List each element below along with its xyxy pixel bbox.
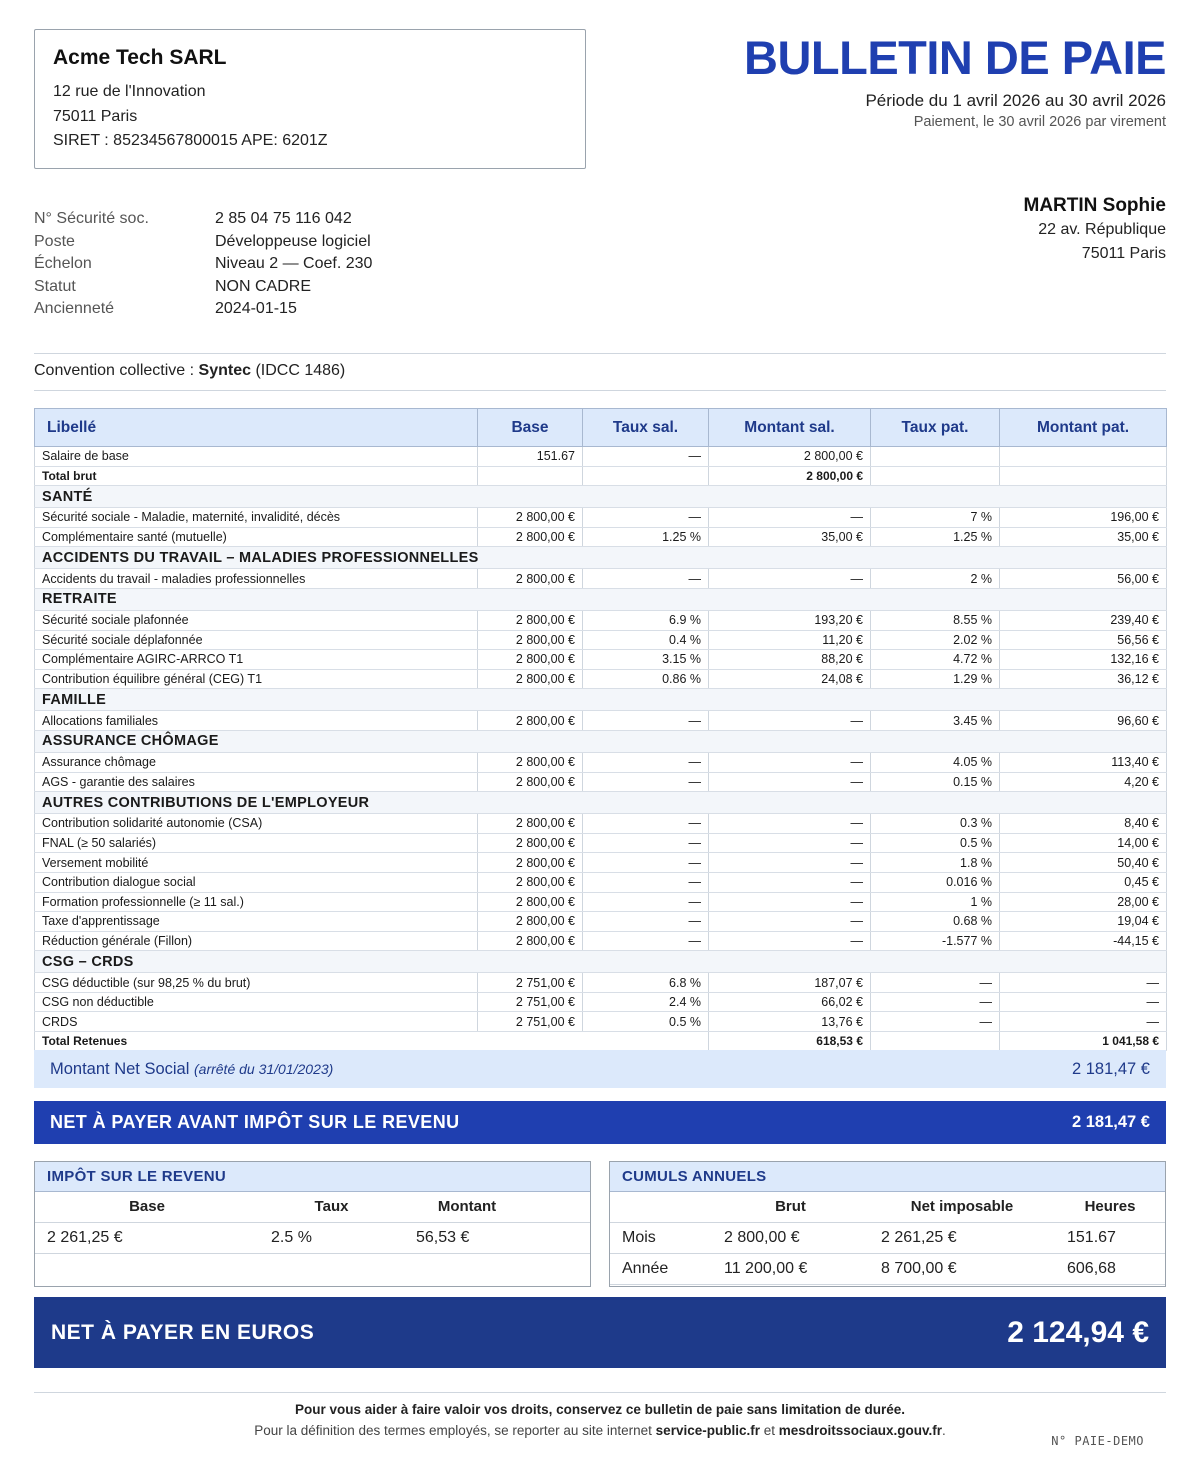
- info-value: Niveau 2 — Coef. 230: [215, 255, 373, 273]
- employee-rate: —: [583, 447, 709, 467]
- line-label: Assurance chômage: [35, 752, 478, 772]
- employee-rate: —: [583, 872, 709, 892]
- employee-name: MARTIN Sophie: [1023, 195, 1166, 216]
- cumul-net-imposable: 2 261,25 €: [869, 1222, 1055, 1253]
- employer-amount: 8,40 €: [1000, 814, 1167, 834]
- line-label: CSG déductible (sur 98,25 % du brut): [35, 973, 478, 993]
- column-header: Brut: [712, 1192, 869, 1222]
- income-tax-rate: 2.5 %: [259, 1222, 404, 1253]
- employee-amount: 88,20 €: [709, 650, 871, 670]
- employer-rate: 1.8 %: [871, 853, 1000, 873]
- section-header-row: [35, 486, 1167, 508]
- line-label: CSG non déductible: [35, 992, 478, 1012]
- info-label: Poste: [34, 232, 75, 250]
- document-title: BULLETIN DE PAIE: [744, 31, 1166, 84]
- employer-amount: 35,00 €: [1000, 527, 1167, 547]
- footer-notice: Pour vous aider à faire valoir vos droits, conservez ce bulletin de paie sans limitation de durée.: [295, 1402, 905, 1417]
- line-base: 2 751,00 €: [478, 992, 583, 1012]
- employer-rate: 7 %: [871, 508, 1000, 528]
- column-header: Libellé: [35, 409, 478, 447]
- collective-agreement: [34, 362, 345, 380]
- employee-rate: 1.25 %: [583, 527, 709, 547]
- section-header-row: [35, 588, 1167, 610]
- employer-rate: 0.15 %: [871, 772, 1000, 792]
- employee-address-line1: 22 av. République: [1038, 221, 1166, 238]
- company-siret: SIRET : 85234567800015 APE: 6201Z: [53, 132, 328, 149]
- convention-name: Syntec: [198, 362, 251, 379]
- employer-amount: [1000, 447, 1167, 467]
- total-deductions-employee: 618,53 €: [709, 1032, 871, 1051]
- info-label: N° Sécurité soc.: [34, 210, 149, 228]
- line-base: 2 800,00 €: [478, 610, 583, 630]
- table-row: [35, 772, 1167, 792]
- employee-amount: 24,08 €: [709, 669, 871, 689]
- employee-rate: [583, 466, 709, 486]
- footer-text: et: [759, 1423, 779, 1438]
- column-header: Heures: [1055, 1192, 1165, 1222]
- line-base: 151.67: [478, 447, 583, 467]
- employee-amount: —: [709, 711, 871, 731]
- income-tax-base: 2 261,25 €: [35, 1222, 259, 1253]
- employee-amount: 187,07 €: [709, 973, 871, 993]
- employee-rate: —: [583, 752, 709, 772]
- employee-amount: —: [709, 508, 871, 528]
- employer-amount: -44,15 €: [1000, 931, 1167, 951]
- table-row: [35, 973, 1167, 993]
- net-social-row: [34, 1050, 1166, 1088]
- info-row-echelon: [34, 253, 372, 276]
- employee-rate: 3.15 %: [583, 650, 709, 670]
- net-pay-label: NET À PAYER EN EUROS: [51, 1320, 315, 1344]
- income-tax-values-row: [35, 1222, 590, 1253]
- employer-amount: 132,16 €: [1000, 650, 1167, 670]
- employer-amount: 196,00 €: [1000, 508, 1167, 528]
- annual-totals-header-row: [610, 1192, 1165, 1222]
- employer-amount: —: [1000, 992, 1167, 1012]
- employer-rate: 1 %: [871, 892, 1000, 912]
- employer-amount: 0,45 €: [1000, 872, 1167, 892]
- employee-rate: 0.5 %: [583, 1012, 709, 1032]
- employee-amount: 66,02 €: [709, 992, 871, 1012]
- employee-rate: —: [583, 508, 709, 528]
- document-reference: N° PAIE-DEMO: [1051, 1434, 1144, 1448]
- employer-amount: —: [1000, 1012, 1167, 1032]
- line-base: 2 800,00 €: [478, 931, 583, 951]
- line-label: Sécurité sociale - Maladie, maternité, invalidité, décès: [35, 508, 478, 528]
- income-tax-title: IMPÔT SUR LE REVENU: [35, 1162, 590, 1192]
- info-value: 2 85 04 75 116 042: [215, 210, 352, 228]
- line-label: CRDS: [35, 1012, 478, 1032]
- employee-amount: —: [709, 872, 871, 892]
- net-before-tax-banner: [34, 1101, 1166, 1144]
- column-header: [610, 1192, 712, 1222]
- line-base: 2 751,00 €: [478, 973, 583, 993]
- net-pay-value: 2 124,94 €: [1007, 1315, 1149, 1349]
- employee-amount: 13,76 €: [709, 1012, 871, 1032]
- employee-amount: 35,00 €: [709, 527, 871, 547]
- employee-rate: —: [583, 912, 709, 932]
- footer-text: .: [942, 1423, 946, 1438]
- link-service-public[interactable]: service-public.fr: [655, 1423, 760, 1438]
- line-label: Taxe d'apprentissage: [35, 912, 478, 932]
- table-header-row: [35, 409, 1167, 447]
- employee-amount: 193,20 €: [709, 610, 871, 630]
- employer-amount: 113,40 €: [1000, 752, 1167, 772]
- cumul-heures: 606,68: [1055, 1253, 1165, 1284]
- line-base: 2 751,00 €: [478, 1012, 583, 1032]
- employer-amount: [1000, 466, 1167, 486]
- column-header: Taux pat.: [871, 409, 1000, 447]
- employee-rate: —: [583, 931, 709, 951]
- table-row: [35, 912, 1167, 932]
- line-base: 2 800,00 €: [478, 772, 583, 792]
- info-value: 2024-01-15: [215, 300, 297, 318]
- footer-text: Pour la définition des termes employés, se reporter au site internet: [254, 1423, 656, 1438]
- employer-amount: 96,60 €: [1000, 711, 1167, 731]
- line-label: Formation professionnelle (≥ 11 sal.): [35, 892, 478, 912]
- payslip-table-body: [35, 447, 1167, 1051]
- net-social-label-group: [50, 1060, 333, 1079]
- footer-reference-line: [0, 1423, 1200, 1438]
- line-label: AGS - garantie des salaires: [35, 772, 478, 792]
- cumul-heures: 151.67: [1055, 1222, 1165, 1253]
- line-label: Versement mobilité: [35, 853, 478, 873]
- section-title: ACCIDENTS DU TRAVAIL – MALADIES PROFESSIONNELLES: [35, 547, 1167, 569]
- employer-rate: 2.02 %: [871, 630, 1000, 650]
- total-deductions-label: Total Retenues: [35, 1032, 709, 1051]
- employer-rate: —: [871, 973, 1000, 993]
- total-gross-row: [35, 466, 1167, 486]
- net-social-value: 2 181,47 €: [1072, 1059, 1150, 1078]
- employer-amount: 239,40 €: [1000, 610, 1167, 630]
- table-row: [35, 833, 1167, 853]
- line-label: Complémentaire santé (mutuelle): [35, 527, 478, 547]
- table-row: [35, 669, 1167, 689]
- info-row-secu: [34, 208, 372, 231]
- section-title: SANTÉ: [35, 486, 1167, 508]
- line-base: 2 800,00 €: [478, 892, 583, 912]
- income-tax-table: [35, 1192, 590, 1254]
- info-label: Échelon: [34, 255, 92, 273]
- employee-rate: —: [583, 833, 709, 853]
- section-title: CSG – CRDS: [35, 951, 1167, 973]
- table-row: [35, 610, 1167, 630]
- employer-rate: 3.45 %: [871, 711, 1000, 731]
- line-base: 2 800,00 €: [478, 833, 583, 853]
- line-label: Sécurité sociale déplafonnée: [35, 630, 478, 650]
- payment-info: Paiement, le 30 avril 2026 par virement: [913, 114, 1166, 130]
- info-row-statut: [34, 276, 372, 299]
- employee-rate: 2.4 %: [583, 992, 709, 1012]
- employee-amount: —: [709, 814, 871, 834]
- employer-rate: —: [871, 1012, 1000, 1032]
- section-header-row: [35, 792, 1167, 814]
- employer-rate: 2 %: [871, 569, 1000, 589]
- section-title: RETRAITE: [35, 588, 1167, 610]
- row-label: Mois: [610, 1222, 712, 1253]
- line-label: Réduction générale (Fillon): [35, 931, 478, 951]
- employee-rate: —: [583, 814, 709, 834]
- line-label: Sécurité sociale plafonnée: [35, 610, 478, 630]
- row-label: Année: [610, 1253, 712, 1284]
- section-header-row: [35, 730, 1167, 752]
- table-row: [35, 931, 1167, 951]
- employer-amount: 4,20 €: [1000, 772, 1167, 792]
- line-base: 2 800,00 €: [478, 752, 583, 772]
- divider: [34, 390, 1166, 391]
- employer-amount: 19,04 €: [1000, 912, 1167, 932]
- section-header-row: [35, 689, 1167, 711]
- table-row: [35, 752, 1167, 772]
- table-row: [35, 569, 1167, 589]
- employer-rate: 0.5 %: [871, 833, 1000, 853]
- column-header: Montant sal.: [709, 409, 871, 447]
- line-base: [478, 466, 583, 486]
- table-row: [35, 814, 1167, 834]
- divider: [34, 1392, 1166, 1393]
- table-row: [35, 527, 1167, 547]
- divider: [34, 353, 1166, 354]
- employee-amount: —: [709, 931, 871, 951]
- table-row: [35, 447, 1167, 467]
- employee-rate: 6.8 %: [583, 973, 709, 993]
- employee-address-block: [1024, 194, 1167, 266]
- empty-cell: [871, 1032, 1000, 1051]
- line-label: Total brut: [35, 466, 478, 486]
- income-tax-amount: 56,53 €: [404, 1222, 590, 1253]
- info-row-poste: [34, 231, 372, 254]
- employee-amount: —: [709, 853, 871, 873]
- line-label: Accidents du travail - maladies professionnelles: [35, 569, 478, 589]
- employee-amount: —: [709, 892, 871, 912]
- link-mesdroitssociaux[interactable]: mesdroitssociaux.gouv.fr: [778, 1423, 943, 1438]
- employer-amount: —: [1000, 973, 1167, 993]
- line-base: 2 800,00 €: [478, 569, 583, 589]
- total-deductions-employer: 1 041,58 €: [1000, 1032, 1167, 1051]
- net-before-tax-value: 2 181,47 €: [1072, 1113, 1150, 1131]
- column-header: Taux sal.: [583, 409, 709, 447]
- employee-amount: —: [709, 569, 871, 589]
- employee-address-line2: 75011 Paris: [1081, 245, 1166, 262]
- column-header: Montant pat.: [1000, 409, 1167, 447]
- line-base: 2 800,00 €: [478, 711, 583, 731]
- employer-rate: 0.016 %: [871, 872, 1000, 892]
- employer-amount: 50,40 €: [1000, 853, 1167, 873]
- line-label: Allocations familiales: [35, 711, 478, 731]
- company-address-line1: 12 rue de l'Innovation: [53, 83, 206, 100]
- company-address-line2: 75011 Paris: [53, 107, 138, 125]
- employer-amount: 56,00 €: [1000, 569, 1167, 589]
- employer-rate: 0.68 %: [871, 912, 1000, 932]
- line-base: 2 800,00 €: [478, 527, 583, 547]
- payslip-table: [34, 408, 1167, 1051]
- section-title: AUTRES CONTRIBUTIONS DE L'EMPLOYEUR: [35, 792, 1167, 814]
- employer-amount: 28,00 €: [1000, 892, 1167, 912]
- employee-amount: —: [709, 752, 871, 772]
- company-name: Acme Tech SARL: [53, 46, 227, 69]
- annual-totals-table: [610, 1192, 1165, 1285]
- column-header: Base: [478, 409, 583, 447]
- employee-rate: —: [583, 711, 709, 731]
- line-base: 2 800,00 €: [478, 630, 583, 650]
- employee-amount: —: [709, 772, 871, 792]
- line-label: Contribution dialogue social: [35, 872, 478, 892]
- employee-amount: 2 800,00 €: [709, 447, 871, 467]
- info-label: Ancienneté: [34, 300, 115, 318]
- table-row: [35, 650, 1167, 670]
- table-row: [35, 892, 1167, 912]
- table-row: [35, 1012, 1167, 1032]
- section-header-row: [35, 951, 1167, 973]
- info-row-anciennete: [34, 298, 372, 321]
- employee-amount: —: [709, 912, 871, 932]
- employer-rate: -1.577 %: [871, 931, 1000, 951]
- line-base: 2 800,00 €: [478, 669, 583, 689]
- table-row: [35, 711, 1167, 731]
- employee-rate: 6.9 %: [583, 610, 709, 630]
- line-base: 2 800,00 €: [478, 650, 583, 670]
- annual-totals-panel: [609, 1161, 1166, 1287]
- section-header-row: [35, 547, 1167, 569]
- pay-period: Période du 1 avril 2026 au 30 avril 2026: [865, 91, 1166, 110]
- employee-rate: —: [583, 892, 709, 912]
- column-header: Base: [35, 1192, 259, 1222]
- line-label: Salaire de base: [35, 447, 478, 467]
- net-social-note: (arrêté du 31/01/2023): [194, 1060, 334, 1077]
- employer-amount: 14,00 €: [1000, 833, 1167, 853]
- table-row: [35, 992, 1167, 1012]
- line-base: 2 800,00 €: [478, 912, 583, 932]
- line-base: 2 800,00 €: [478, 508, 583, 528]
- employer-rate: 1.25 %: [871, 527, 1000, 547]
- employer-rate: 4.72 %: [871, 650, 1000, 670]
- line-base: 2 800,00 €: [478, 853, 583, 873]
- section-title: ASSURANCE CHÔMAGE: [35, 730, 1167, 752]
- net-pay-banner: [34, 1297, 1166, 1368]
- employer-amount: 36,12 €: [1000, 669, 1167, 689]
- income-tax-header-row: [35, 1192, 590, 1222]
- net-social-label: Montant Net Social: [50, 1059, 190, 1078]
- employee-rate: —: [583, 853, 709, 873]
- cumul-net-imposable: 8 700,00 €: [869, 1253, 1055, 1284]
- table-row: [35, 508, 1167, 528]
- employer-amount: 56,56 €: [1000, 630, 1167, 650]
- line-base: 2 800,00 €: [478, 814, 583, 834]
- cumul-brut: 11 200,00 €: [712, 1253, 869, 1284]
- employer-rate: [871, 466, 1000, 486]
- line-label: FNAL (≥ 50 salariés): [35, 833, 478, 853]
- employee-rate: —: [583, 569, 709, 589]
- table-row: [35, 872, 1167, 892]
- employee-amount: —: [709, 833, 871, 853]
- income-tax-panel: [34, 1161, 591, 1287]
- info-label: Statut: [34, 277, 76, 295]
- annual-totals-row-year: [610, 1253, 1165, 1284]
- line-label: Contribution équilibre général (CEG) T1: [35, 669, 478, 689]
- column-header: Montant: [404, 1192, 590, 1222]
- total-deductions-row: [35, 1032, 1167, 1051]
- employer-rate: [871, 447, 1000, 467]
- column-header: Net imposable: [869, 1192, 1055, 1222]
- employer-rate: 1.29 %: [871, 669, 1000, 689]
- annual-totals-row-month: [610, 1222, 1165, 1253]
- line-base: 2 800,00 €: [478, 872, 583, 892]
- cumul-brut: 2 800,00 €: [712, 1222, 869, 1253]
- table-row: [35, 853, 1167, 873]
- employer-rate: 0.3 %: [871, 814, 1000, 834]
- net-before-tax-label: NET À PAYER AVANT IMPÔT SUR LE REVENU: [50, 1112, 460, 1132]
- employer-info-box: [34, 29, 586, 169]
- convention-prefix: Convention collective :: [34, 362, 199, 379]
- employee-rate: —: [583, 772, 709, 792]
- convention-suffix: (IDCC 1486): [251, 362, 346, 379]
- line-label: Complémentaire AGIRC-ARRCO T1: [35, 650, 478, 670]
- employer-rate: 4.05 %: [871, 752, 1000, 772]
- employee-rate: 0.86 %: [583, 669, 709, 689]
- column-header: Taux: [259, 1192, 404, 1222]
- annual-totals-title: CUMULS ANNUELS: [610, 1162, 1165, 1192]
- employee-details: [34, 208, 372, 321]
- info-value: Développeuse logiciel: [215, 232, 371, 250]
- employee-rate: 0.4 %: [583, 630, 709, 650]
- employee-amount: 11,20 €: [709, 630, 871, 650]
- table-row: [35, 630, 1167, 650]
- info-value: NON CADRE: [215, 277, 312, 295]
- line-label: Contribution solidarité autonomie (CSA): [35, 814, 478, 834]
- employer-rate: —: [871, 992, 1000, 1012]
- section-title: FAMILLE: [35, 689, 1167, 711]
- employee-amount: 2 800,00 €: [709, 466, 871, 486]
- employer-rate: 8.55 %: [871, 610, 1000, 630]
